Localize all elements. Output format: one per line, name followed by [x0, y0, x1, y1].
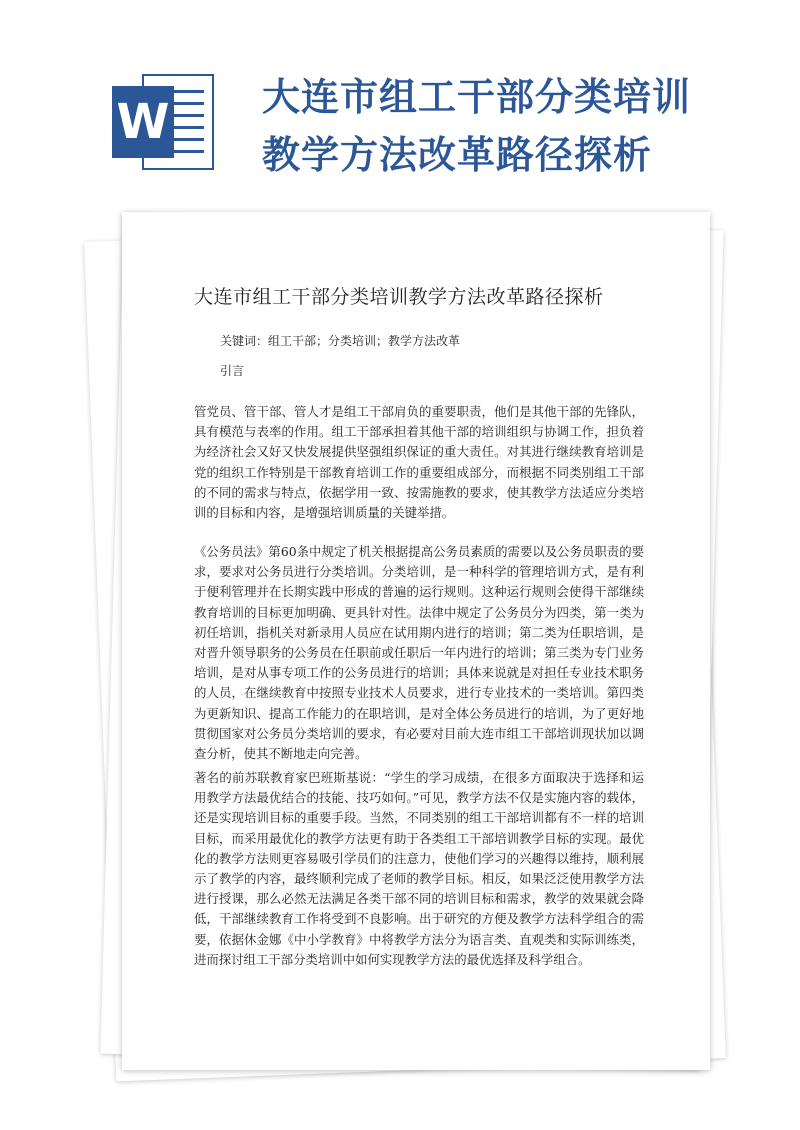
header: [0, 0, 800, 200]
paragraph-2: 《公务员法》第60条中规定了机关根据提高公务员素质的需要以及公务员职责的要求，要求对公务员进行分类培训。分类培训，是一种科学的管理培训方式，是有利于便利管理并在长期实践中形成的普遍的运行规则。这种运行规则会使得干部继续教育培训的目标更加明确、更具针对性。法律中规定了公务员分为四类，第一类为初任培训，指机关对新录用人员应在试用期内进行的培训；第二类为任职培训，是对晋升领导职务的公务员在任职前或任职后一年内进行的培训；第三类为专门业务培训，是对从事专项工作的公务员进行的培训；具体来说就是对担任专业技术职务的人员，在继续教育中按照专业技术人员要求，进行专业技术的一类培训。第四类为更新知识、提高工作能力的在职培训，是对全体公务员进行的培训，为了更好地贯彻国家对公务员分类培训的要求，有必要对目前大连市组工干部培训现状加以调查分析，使其不断地走向完善。: [194, 544, 644, 762]
word-document-icon: [112, 70, 216, 174]
paragraph-3: 著名的前苏联教育家巴班斯基说：“学生的学习成绩，在很多方面取决于选择和运用教学方法最优结合的技能、技巧如何。”可见，教学方法不仅是实施内容的载体，还是实现培训目标的重要手段。当然，不同类别的组工干部培训都有不一样的培训目标，而采用最优化的教学方法更有助于各类组工干部培训教学目标的实现。最优化的教学方法则更容易吸引学员们的注意力，使他们学习的兴趣得以维持，顺利展示了教学的内容，最终顺利完成了老师的教学目标。相反，如果泛泛使用教学方法进行授课，那么必然无法满足各类干部不同的培训目标和需求，教学的效果就会降低，干部继续教育工作将受到不良影响。出于研究的方便及教学方法科学组合的需要，依据休金娜《中小学教育》中将教学方法分为语言类、直观类和实际训练类，进而探讨组工干部分类培训中如何实现教学方法的最优选择及科学组合。: [194, 770, 644, 967]
word-badge-icon: W: [112, 86, 174, 158]
keywords-line: 关键词：组工干部；分类培训；教学方法改革: [220, 334, 461, 348]
paragraph-1: 管党员、管干部、管人才是组工干部肩负的重要职责，他们是其他干部的先锋队，具有模范与表率的作用。组工干部承担着其他干部的培训组织与协调工作，担负着为经济社会又好又快发展提供坚强组织保证的重大责任。对其进行继续教育培训是党的组织工作特别是干部教育培训工作的重要组成部分，而根据不同类别组工干部的不同的需求与特点，依据学用一致、按需施教的要求，使其教学方法适应分类培训的目标和内容，是增强培训质量的关键举措。: [194, 404, 644, 521]
document-page: [122, 212, 710, 1070]
intro-heading: 引言: [220, 364, 245, 378]
document-title: 大连市组工干部分类培训教学方法改革路径探析: [194, 286, 604, 308]
header-title: 大连市组工干部分类培训教学方法改革路径探析: [262, 74, 692, 177]
